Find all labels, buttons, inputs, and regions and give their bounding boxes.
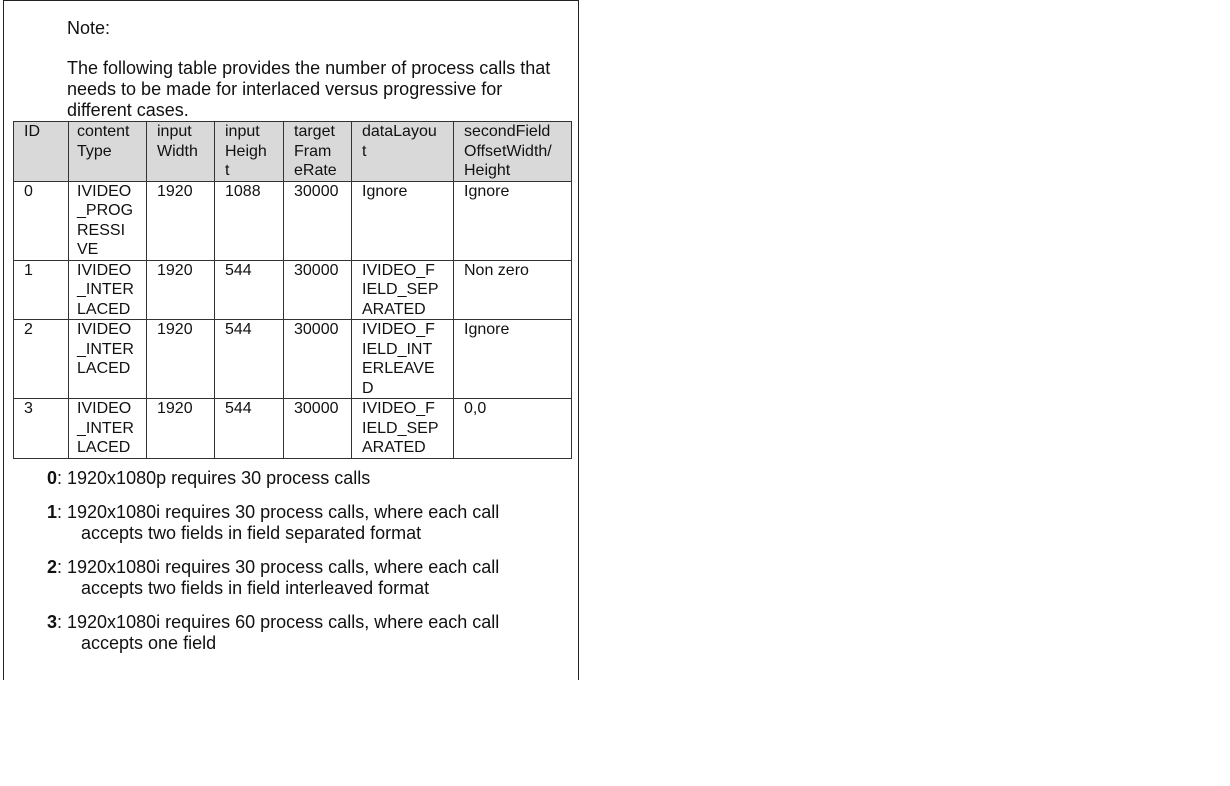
- note-text-continued: accepts one field: [81, 633, 217, 653]
- note-text-continued: accepts two fields in field separated format: [81, 523, 422, 543]
- process-calls-table: [13, 121, 572, 459]
- cell-target-frame-rate: 30000: [284, 260, 352, 320]
- list-item: [47, 557, 567, 599]
- header-target-frame-rate: target Fram eRate: [284, 122, 352, 182]
- cell-content-type: IVIDEO _INTER LACED: [69, 399, 147, 459]
- cell-id: 1: [14, 260, 69, 320]
- note-text: : 1920x1080p requires 30 process calls: [57, 468, 371, 488]
- cell-data-layout: IVIDEO_F IELD_SEP ARATED: [352, 399, 454, 459]
- table-row: [14, 181, 572, 260]
- cell-input-width: 1920: [147, 260, 215, 320]
- header-second-field-offset: secondField OffsetWidth/ Height: [454, 122, 572, 182]
- note-label: Note:: [67, 18, 111, 38]
- cell-input-width: 1920: [147, 181, 215, 260]
- note-id: 3: [47, 612, 58, 632]
- note-id: 2: [47, 557, 58, 577]
- cell-input-height: 544: [215, 320, 284, 399]
- cell-input-height: 544: [215, 260, 284, 320]
- cell-content-type: IVIDEO _INTER LACED: [69, 320, 147, 399]
- cell-content-type: IVIDEO _INTER LACED: [69, 260, 147, 320]
- table-header-row: [14, 122, 572, 182]
- intro-paragraph: The following table provides the number of process calls that needs to be made for interlaced versus progressive for different cases.: [67, 58, 551, 120]
- note-id: 0: [47, 468, 58, 488]
- table-row: [14, 260, 572, 320]
- table-row: [14, 399, 572, 459]
- note-id: 1: [47, 502, 58, 522]
- note-text-continued: accepts two fields in field interleaved format: [81, 578, 430, 598]
- cell-id: 2: [14, 320, 69, 399]
- note-text: : 1920x1080i requires 30 process calls, where each call: [57, 557, 500, 577]
- cell-second-field-offset: Non zero: [454, 260, 572, 320]
- cell-data-layout: IVIDEO_F IELD_INT ERLEAVE D: [352, 320, 454, 399]
- cell-target-frame-rate: 30000: [284, 320, 352, 399]
- cell-second-field-offset: Ignore: [454, 320, 572, 399]
- note-text: : 1920x1080i requires 30 process calls, where each call: [57, 502, 500, 522]
- cell-input-width: 1920: [147, 399, 215, 459]
- list-item: [47, 612, 567, 654]
- cell-second-field-offset: Ignore: [454, 181, 572, 260]
- cell-id: 3: [14, 399, 69, 459]
- list-item: [47, 502, 567, 544]
- header-content-type: content Type: [69, 122, 147, 182]
- cell-input-width: 1920: [147, 320, 215, 399]
- cell-input-height: 1088: [215, 181, 284, 260]
- header-input-width: input Width: [147, 122, 215, 182]
- header-id: ID: [14, 122, 69, 182]
- notes-list: [47, 468, 567, 667]
- cell-data-layout: Ignore: [352, 181, 454, 260]
- note-text: : 1920x1080i requires 60 process calls, where each call: [57, 612, 500, 632]
- cell-id: 0: [14, 181, 69, 260]
- cell-content-type: IVIDEO _PROG RESSI VE: [69, 181, 147, 260]
- header-data-layout: dataLayou t: [352, 122, 454, 182]
- cell-data-layout: IVIDEO_F IELD_SEP ARATED: [352, 260, 454, 320]
- cell-second-field-offset: 0,0: [454, 399, 572, 459]
- cell-target-frame-rate: 30000: [284, 181, 352, 260]
- cell-target-frame-rate: 30000: [284, 399, 352, 459]
- table-row: [14, 320, 572, 399]
- cell-input-height: 544: [215, 399, 284, 459]
- header-input-height: input Heigh t: [215, 122, 284, 182]
- list-item: [47, 468, 567, 489]
